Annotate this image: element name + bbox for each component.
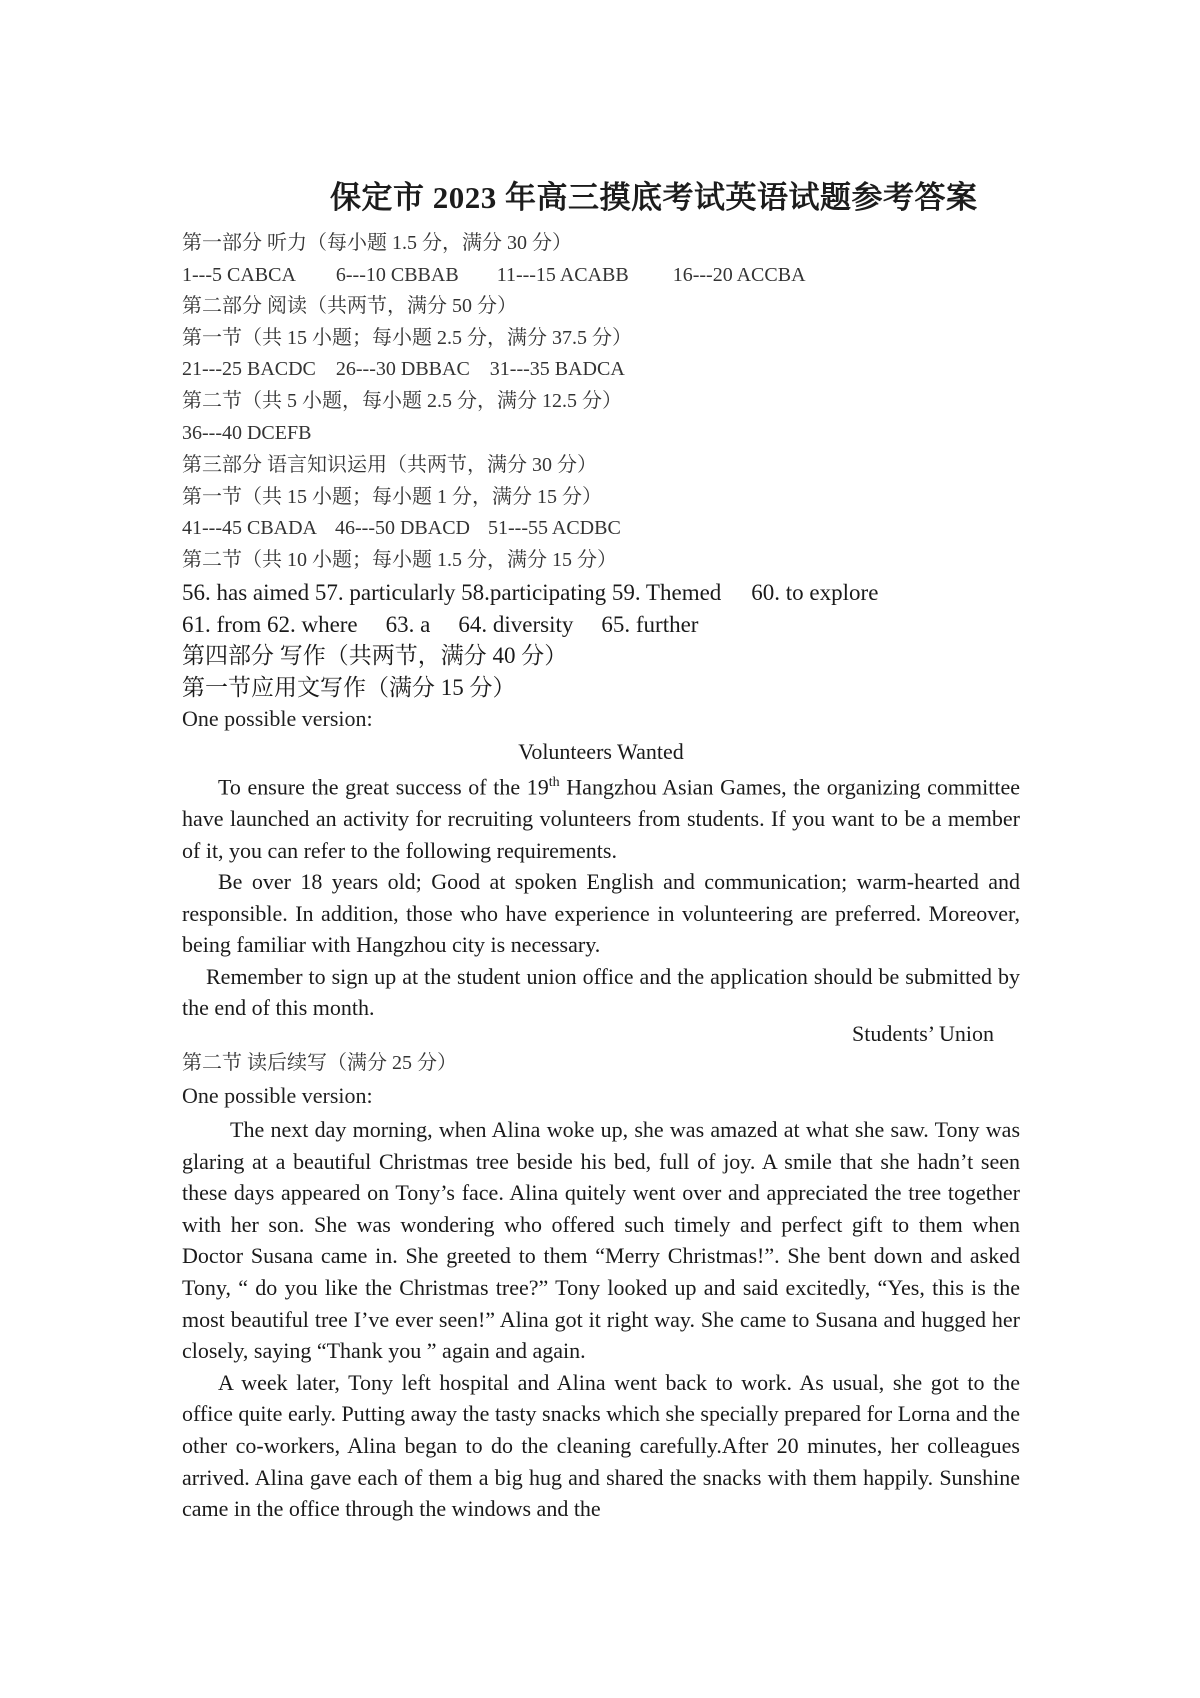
- page-title: 保定市 2023 年高三摸底考试英语试题参考答案: [330, 180, 978, 215]
- part2-section2-heading: 第二节（共 5 小题，每小题 2.5 分，满分 12.5 分）: [182, 390, 622, 412]
- letter-paragraph-3: Remember to sign up at the student union office and the application should be submitted by the end of this month.: [182, 963, 1020, 1021]
- part3-section1-heading: 第一节（共 15 小题；每小题 1 分，满分 15 分）: [182, 486, 602, 508]
- answer-group: 6---10 CBBAB: [335, 264, 459, 286]
- part4-heading: 第四部分 写作（共两节，满分 40 分）: [182, 643, 568, 668]
- answer-group: 61. from 62. where: [182, 612, 358, 637]
- part2-section1-answers: [182, 359, 625, 379]
- answer-group: 26---30 DBBAC: [335, 358, 470, 380]
- part4-section2-intro: One possible version:: [182, 1083, 373, 1108]
- letter-title: Volunteers Wanted: [518, 739, 684, 764]
- story-body: [182, 1114, 1020, 1525]
- answer-group: 21---25 BACDC: [182, 358, 316, 380]
- part1-answers: [182, 265, 806, 285]
- part4-section1-intro: One possible version:: [182, 706, 373, 731]
- answer-group: 16---20 ACCBA: [672, 264, 806, 286]
- letter-paragraph-1: [182, 767, 1020, 866]
- part2-section1-heading: 第一节（共 15 小题；每小题 2.5 分，满分 37.5 分）: [182, 327, 632, 349]
- letter-signature: Students’ Union: [852, 1021, 994, 1046]
- part2-heading: 第二部分 阅读（共两节，满分 50 分）: [182, 295, 517, 317]
- part3-section2-line2: [182, 613, 698, 636]
- answer-group: 46---50 DBACD: [335, 517, 470, 539]
- answer-group: 41---45 CBADA: [182, 517, 317, 539]
- part1-heading: 第一部分 听力（每小题 1.5 分，满分 30 分）: [182, 232, 572, 254]
- answer-group: 65. further: [601, 612, 699, 637]
- answer-group: 51---55 ACDBC: [488, 517, 621, 539]
- letter-p1-text-b: Hangzhou Asian Games, the organizing committee have launched an activity for recruiting volunteers from students. If you want to be a member of it, you can refer to the following requirements.: [182, 774, 1020, 863]
- letter-body: [182, 767, 1020, 1024]
- answer-group: 56. has aimed 57. particularly 58.participating 59. Themed: [182, 580, 722, 605]
- answer-group: 60. to explore: [751, 580, 879, 605]
- story-paragraph-2: A week later, Tony left hospital and Alina went back to work. As usual, she got to the office quite early. Putting away the tasty snacks which she specially prepared for Lorna and the other co-workers, Alina began to do the cleaning carefully.After 20 minutes, her colleagues arrived. Alina gave each of them a big hug and shared the snacks with them happily. Sunshine came in the office through the windows and the: [182, 1369, 1020, 1522]
- part3-section2-heading: 第二节（共 10 小题；每小题 1.5 分，满分 15 分）: [182, 549, 617, 571]
- answer-group: 31---35 BADCA: [489, 358, 625, 380]
- part3-section1-answers: [182, 518, 621, 538]
- story-paragraph-1: The next day morning, when Alina woke up, she was amazed at what she saw. Tony was glaring at a beautiful Christmas tree beside his bed, full of joy. A smile that she hadn’t seen these days appeared on Tony’s face. Alina quitely went over and appreciated the tree together with her son. She was wondering who offered such timely and perfect gift to them when Doctor Susana came in. She greeted to them “Merry Christmas!”. She bent down and asked Tony, “ do you like the Christmas tree?” Tony looked up and said excitedly, “Yes, this is the most beautiful tree I’ve ever seen!” Alina got it right way. She came to Susana and hugged her closely, saying “Thank you ” again and again.: [182, 1117, 1020, 1364]
- answer-group: 63. a: [385, 612, 431, 637]
- answer-group: 1---5 CABCA: [182, 264, 296, 286]
- letter-paragraph-2: Be over 18 years old; Good at spoken English and communication; warm-hearted and responsible. In addition, those who have experience in volunteering are preferred. Moreover, being familiar with Hangzhou city is necessary.: [182, 869, 1020, 958]
- part3-heading: 第三部分 语言知识运用（共两节，满分 30 分）: [182, 454, 597, 476]
- part4-section1-heading: 第一节应用文写作（满分 15 分）: [182, 675, 516, 700]
- ordinal-suffix: th: [548, 775, 560, 790]
- letter-p1-text-a: To ensure the great success of the 19: [218, 774, 549, 800]
- answer-group: 64. diversity: [458, 612, 574, 637]
- part2-section2-answers: 36---40 DCEFB: [182, 422, 312, 444]
- part4-section2-heading: 第二节 读后续写（满分 25 分）: [182, 1052, 457, 1074]
- answer-group: 11---15 ACABB: [496, 264, 629, 286]
- part3-section2-line1: [182, 581, 878, 604]
